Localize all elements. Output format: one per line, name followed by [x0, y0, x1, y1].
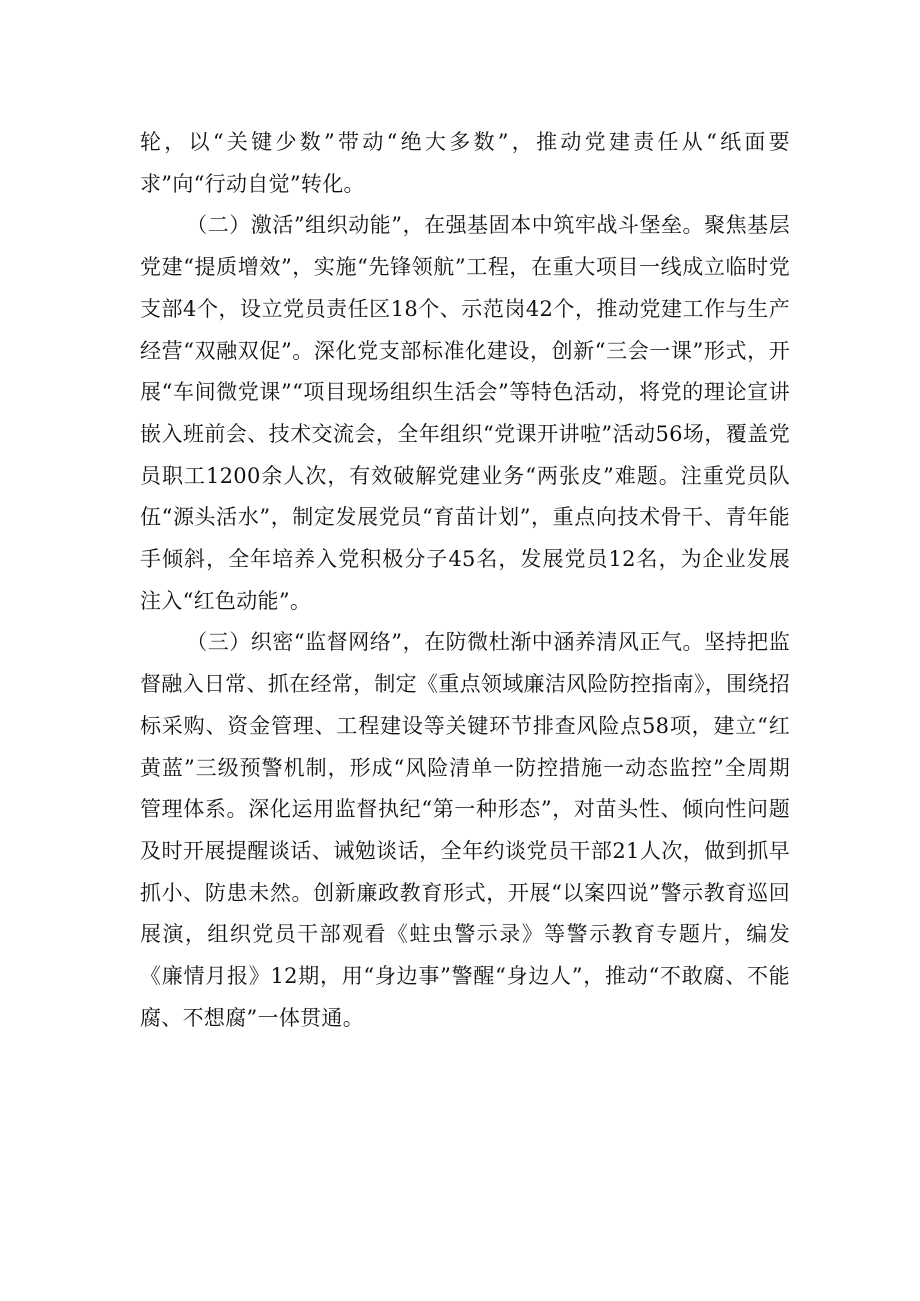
paragraph-continuation: 轮，以“关键少数”带动“绝大多数”，推动党建责任从“纸面要求”向“行动自觉”转化。 [140, 130, 790, 196]
paragraph-section-3: （三）织密“监督网络”，在防微杜渐中涵养清风正气。坚持把监督融入日常、抓在经常，制定《重点领域廉洁风险防控指南》，围绕招标采购、资金管理、工程建设等关键环节排查风险点58项，建立“红黄蓝”三级预警机制，形成“风险清单一防控措施一动态监控”全周期管理体系。深化运用监督执纪“第一种形态”，对苗头性、倾向性问题及时开展提醒谈话、诫勉谈话，全年约谈党员干部21人次，做到抓早抓小、防患未然。创新廉政教育形式，开展“以案四说”警示教育巡回展演，组织党员干部观看《蛀虫警示录》等警示教育专题片，编发《廉情月报》12期，用“身边事”警醒“身边人”，推动“不敢腐、不能腐、不想腐”一体贯通。 [140, 630, 790, 1030]
document-body [140, 122, 790, 1039]
paragraph-section-2: （二）激活”组织动能”，在强基固本中筑牢战斗堡垒。聚焦基层党建“提质增效”，实施“先锋领航”工程，在重大项目一线成立临时党支部4个，设立党员责任区18个、示范岗42个，推动党建工作与生产经营“双融双促”。深化党支部标准化建设，创新“三会一课”形式，开展“车间微党课”“项目现场组织生活会”等特色活动，将党的理论宣讲嵌入班前会、技术交流会，全年组织“党课开讲啦”活动56场，覆盖党员职工1200余人次，有效破解党建业务“两张皮”难题。注重党员队伍“源头活水”，制定发展党员“育苗计划”，重点向技术骨干、青年能手倾斜，全年培养入党积极分子45名，发展党员12名，为企业发展注入“红色动能”。 [140, 213, 790, 613]
